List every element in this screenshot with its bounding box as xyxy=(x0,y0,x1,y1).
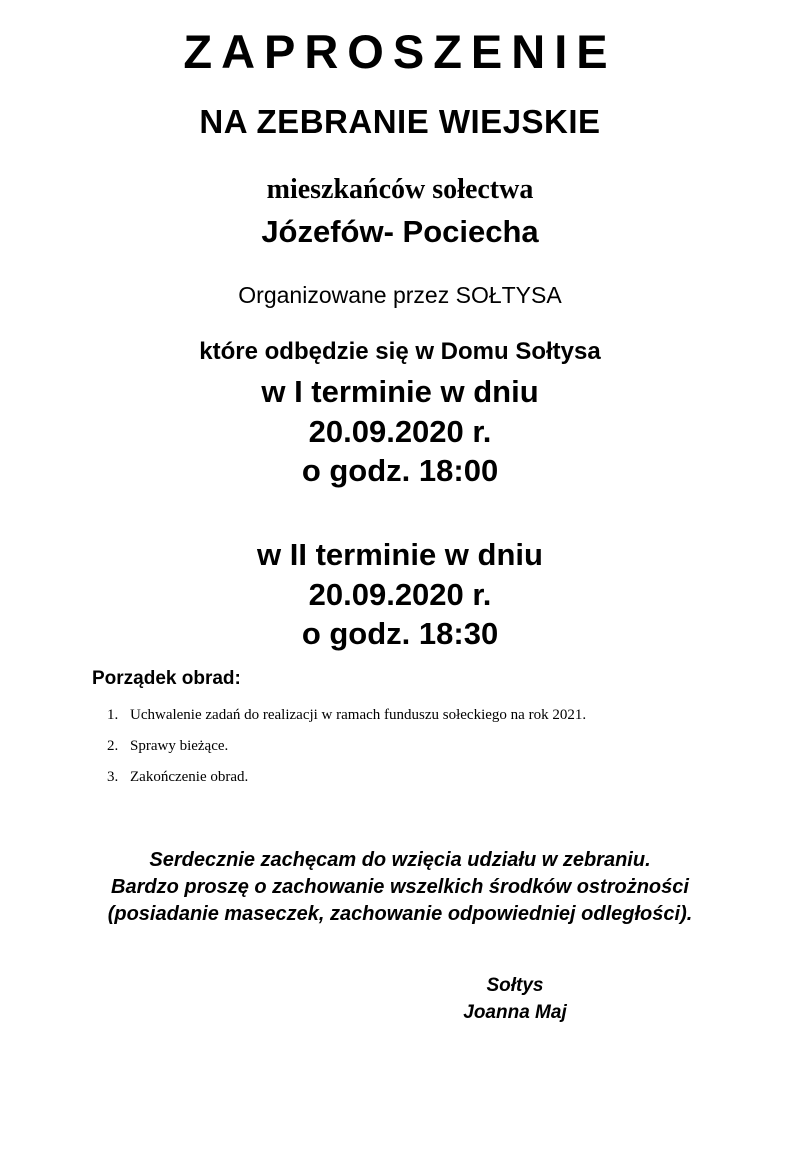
second-term-block xyxy=(0,535,800,654)
meeting-location-line: które odbędzie się w Domu Sołtysa xyxy=(199,338,601,366)
page-subtitle: NA ZEBRANIE WIEJSKIE xyxy=(199,102,601,140)
second-term-date: 20.09.2020 r. xyxy=(308,576,492,612)
invitation-document xyxy=(0,26,800,1158)
agenda-heading: Porządek obrad: xyxy=(92,667,241,689)
list-item: 3. Zakończenie obrad. xyxy=(122,770,800,785)
appeal-text xyxy=(0,847,800,928)
second-term-time: o godz. 18:30 xyxy=(301,616,499,652)
first-term-block xyxy=(0,372,800,491)
list-item: 1. Uchwalenie zadań do realizacji w ramach funduszu sołeckiego na rok 2021. xyxy=(122,708,800,723)
page-title: ZAPROSZENIE xyxy=(183,25,617,78)
first-term-date: 20.09.2020 r. xyxy=(308,413,492,449)
signature-block xyxy=(0,972,800,1027)
second-term-line-1: w II terminie w dniu xyxy=(257,536,543,572)
signature-name: Joanna Maj xyxy=(463,1002,567,1024)
appeal-line-1: Serdecznie zachęcam do wzięcia udziału w zebraniu. xyxy=(149,848,651,871)
signature-role: Sołtys xyxy=(486,974,544,996)
village-name: Józefów- Pociecha xyxy=(261,214,539,250)
first-term-line-1: w I terminie w dniu xyxy=(261,373,539,409)
appeal-line-2: Bardzo proszę o zachowanie wszelkich środków ostrożności (posiadanie maseczek, zachowanie odpowiedniej odległości). xyxy=(107,875,693,925)
list-item: 2. Sprawy bieżące. xyxy=(122,739,800,754)
agenda-list xyxy=(0,708,800,785)
first-term-time: o godz. 18:00 xyxy=(301,453,499,489)
organizer-line: Organizowane przez SOŁTYSA xyxy=(238,281,562,308)
residents-line: mieszkańców sołectwa xyxy=(266,173,534,205)
